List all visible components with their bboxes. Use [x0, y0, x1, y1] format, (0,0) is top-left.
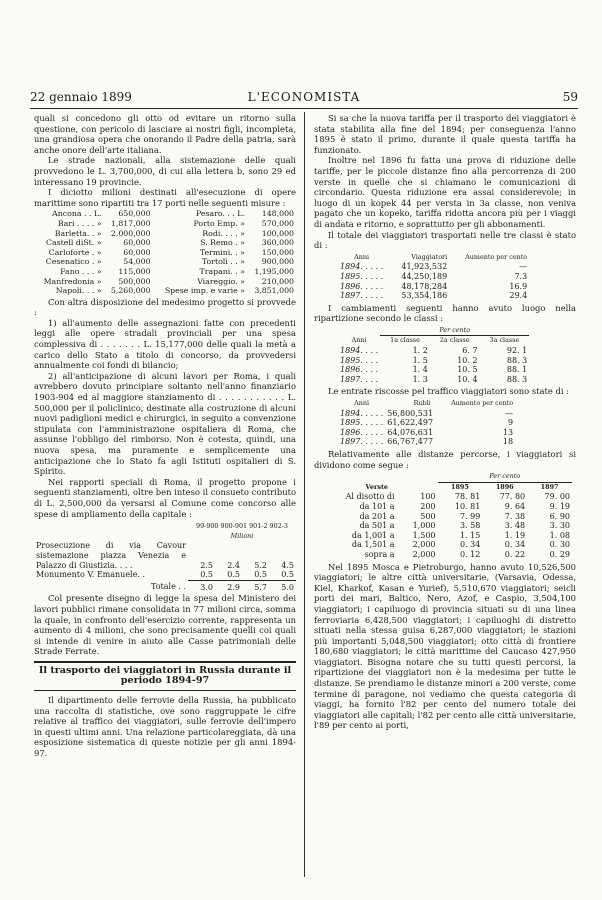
table-cell: 1897. . . . . [340, 291, 384, 301]
table-cell: 0. 22 [504, 549, 526, 559]
roma-table [34, 522, 296, 592]
table-cell: S. Remo . » [200, 238, 245, 248]
table-cell: 1897. . . . . [340, 437, 384, 447]
header-rule [30, 108, 578, 109]
table-cell: 0. 34 [459, 540, 481, 550]
port-row [34, 286, 296, 296]
table-cell: Spese imp. e varie » [164, 286, 245, 296]
table-cell: 54,000 [123, 257, 151, 267]
travellers-row [338, 282, 529, 292]
table-cell: 650,000 [118, 209, 151, 219]
table-cell: 100,000 [261, 228, 294, 238]
table-cell: Al disotto di [345, 492, 395, 502]
table-cell: 500,000 [118, 276, 151, 286]
table-cell: Napoli. . . » [55, 286, 102, 296]
roma-row-label: Monumento V. Emanuele. . [36, 570, 145, 580]
col-header: Anni [351, 336, 367, 345]
roma-total: 3.0 [188, 580, 215, 592]
paragraph: I diciotto milioni destinati all'esecuzione di opere marittime sono ripartiti tra 17 porti nelle seguenti misure : [34, 187, 296, 208]
roma-value: 0.5 [200, 570, 213, 580]
port-row [34, 209, 296, 219]
table-cell: 570,000 [261, 218, 294, 228]
distances-table [316, 472, 572, 559]
paragraph: Il totale dei viaggiatori trasportati nelle tre classi è stato di : [314, 229, 576, 251]
table-cell: 1. 08 [549, 530, 570, 540]
table-cell: 60,000 [123, 247, 151, 257]
paragraph: Con altra disposizione del medesimo progetto si provvede : [34, 296, 296, 318]
table-cell: 79. 00 [544, 492, 570, 502]
table-cell: 150,000 [261, 247, 294, 257]
table-cell: Rodi. . . . » [202, 228, 245, 238]
group-header: Per cento [380, 326, 529, 336]
table-cell: 77. 80 [499, 492, 526, 502]
col-header: Aumento per cento [465, 252, 528, 261]
table-cell: Castell diSt. » [46, 238, 102, 248]
right-column [314, 113, 576, 731]
table-cell: 6. 90 [549, 511, 570, 521]
paragraph: 1) all'aumento delle assegnazioni fatte con precedenti leggi alle opere stradali provinciali per una spesa complessiva di . . . . . . . L. 15,177,000 delle quali la metà a carico dello Stato a titolo di concorso, da provvedersi annualmente coi fondi di bilancio; [34, 317, 296, 371]
table-cell: 88. 3 [506, 355, 528, 365]
distance-row [316, 521, 572, 531]
col-header: 3a classe [489, 336, 520, 345]
paragraph: Nel 1895 Mosca e Pietroburgo, hanno avuto 10,526,500 viaggiatori; le altre città universitarie, (Varsavia, Odessa, Kiel, Kharkof, Kasan e Yurief), 5,510,670 viaggiatori; seicli porti dei mari, Baltico, Nero, Azof, e Caspio, 3,504,100 viaggiatori; i capiluogo di provincia situati su di una linea ferroviaria 6,428,500 viaggiatori; i capiluoghi di distretto situati nella stessa guisa 6,287,000 viaggiatori; le stazioni più importanti 5,048,500 viaggiatori; otto città di frontiere 180,680 viaggiatori; le città marittime del Caucaso 427,950 viaggiatori. Bisogna notare che su tutti questi percorsi, la ripartizione dei viaggiatori non è la medesima per tutte le distanze. Se prendiamo le distanze minori a 200 verste, come termine di paragone, noi vediamo che questa categoria di viaggi, ha fornito l'82 per cento del numero totale dei viaggiatori alle capitali; l'82 per cento alle città universitarie, l'89 per cento ai porti, [314, 561, 576, 731]
table-cell: 88. 3 [506, 374, 528, 384]
paragraph: Nei rapporti speciali di Roma, il progetto propone i seguenti stanziamenti, oltre ben inteso il consueto contributo di L. 2,500,000 da versarsi al Comune come concorso alle spese di ampliamento della capitale : [34, 476, 296, 519]
table-cell: Ancona . . L. [52, 209, 102, 219]
paragraph: Relativamente alle distanze percorse, i viaggiatori si dividono come segue : [314, 449, 576, 470]
table-cell: 44,250,189 [401, 271, 448, 281]
table-cell: 1894. . . . . [340, 408, 384, 418]
col-header: 2a classe [439, 336, 470, 345]
table-cell: da 201 a [359, 511, 395, 521]
table-cell: sopra a [364, 549, 395, 559]
col-header: 1897 [540, 482, 559, 491]
table-cell: 1896. . . . [340, 365, 379, 375]
revenue-row [338, 418, 515, 428]
table-cell: 66,767,477 [387, 437, 434, 447]
table-cell: 3. 58 [459, 521, 481, 531]
table-cell: 7. 38 [504, 511, 526, 521]
table-cell: Fano . . . » [60, 266, 102, 276]
col-header: Anni [354, 252, 370, 261]
paragraph: Le entrate riscosse pel traffico viaggiatori sono state di : [328, 386, 569, 397]
distance-row [316, 502, 572, 512]
table-cell: 115,000 [118, 266, 151, 276]
roma-value: 2.5 [200, 560, 213, 570]
roma-years: 99-900 900-901 901-2 902-3 [196, 522, 288, 531]
table-cell: Trapani. . » [199, 266, 245, 276]
table-cell: 61,622,497 [387, 418, 434, 428]
col-header: 1895 [451, 482, 469, 491]
classes-row [338, 375, 529, 385]
table-cell: 53,354,186 [401, 291, 448, 301]
table-cell: 1. 19 [504, 530, 526, 540]
table-cell: 500 [420, 511, 436, 521]
table-cell: da 1,001 a [351, 530, 395, 540]
port-row [34, 238, 296, 248]
section-title: Il trasporto dei viaggiatori in Russia durante il periodo 1894-97 [34, 661, 296, 691]
table-cell: 0. 30 [549, 540, 570, 550]
table-cell: Porto Emp. » [193, 218, 245, 228]
table-cell: 1896. . . . . [340, 281, 384, 291]
table-cell: 2,000 [412, 540, 436, 550]
table-cell: 1,500 [412, 530, 436, 540]
distance-row [316, 492, 572, 502]
table-cell: 3,851,000 [254, 286, 294, 296]
table-cell: 360,000 [261, 238, 294, 248]
table-cell: 60,000 [123, 238, 151, 248]
journal-title: L'ECONOMISTA [247, 90, 361, 104]
roma-unit: Milioni [230, 531, 254, 540]
roma-value: 0.5 [254, 570, 267, 580]
distance-row [316, 550, 572, 560]
table-cell: da 1,501 a [351, 540, 395, 550]
table-cell: 9 [507, 418, 514, 428]
paragraph: I cambiamenti seguenti hanno avuto luogo nella ripartizione secondo le classi : [314, 302, 576, 324]
table-cell: 10. 5 [457, 365, 478, 375]
table-cell: 1,817,000 [110, 218, 151, 228]
table-cell: 1,195,000 [254, 266, 294, 276]
paragraph: Si sa che la nuova tariffa per il trasporto dei viaggiatori è stata stabilita alla fine del 1894; per conseguenza l'anno 1895 è stato il primo, durante il quale questa tariffa ha funzionato. [314, 113, 576, 155]
table-cell: 0. 34 [504, 540, 526, 550]
table-cell: 2,000 [412, 549, 436, 559]
table-cell: 10. 2 [457, 355, 478, 365]
table-cell: 0. 12 [459, 549, 481, 559]
table-cell: 1894. . . . [340, 346, 379, 356]
table-cell: Bari . . . . » [57, 218, 102, 228]
table-cell: 1896. . . . . [340, 427, 384, 437]
col-header: Aumento per cento [451, 399, 514, 408]
port-row [34, 267, 296, 277]
table-cell: 29.4 [509, 291, 528, 301]
travellers-table [338, 253, 529, 301]
paragraph: 2) all'anticipazione di alcuni lavori per Roma, i quali avrebbero dovuto principiare soltanto nell'anno finanziario 1903-904 ed al maggiore stanziamento di . . . . . . . . . . . L. 500,000 per il policlinico, destinate alla costruzione di alcuni nuovi padiglioni medici e chirurgici, in seguito a convenzione stipulata con l'amministrazione ospitaliera di Roma, che assunse l'obbligo del rimborso. Non è cotesta, quindi, una nuova spesa, ma puramente e semplicemente una anticipazione che lo Stato fa agli Istituti ospitalieri di S. Spirito. [34, 370, 296, 477]
travellers-row [338, 262, 529, 272]
ports-table [34, 209, 296, 295]
table-cell: 78. 81 [454, 492, 481, 502]
table-cell: 900,000 [261, 257, 294, 267]
roma-value: 2.4 [227, 560, 240, 570]
port-row [34, 248, 296, 258]
roma-total: 2.9 [215, 580, 242, 592]
roma-value: 4.5 [281, 560, 294, 570]
col-header: Viaggiatori [411, 252, 448, 261]
table-cell: 7. 99 [459, 511, 481, 521]
classes-row [338, 365, 529, 375]
table-cell: 1. 15 [459, 530, 481, 540]
revenue-row [338, 428, 515, 438]
roma-value: 0.5 [227, 570, 240, 580]
issue-date: 22 gennaio 1899 [30, 90, 132, 104]
col-header: Rubli [413, 399, 431, 408]
paragraph: quali si concedono gli otto od evitare un ritorno sulla questione, con pericolo di lasciare ai nostri figli, incompleta, una grandiosa opera che onorando il Padre della patria, sarà anche onore dell'arte italiana. [34, 113, 296, 155]
port-row [34, 277, 296, 287]
col-header: Verste [365, 482, 388, 491]
table-cell: da 501 a [359, 521, 395, 531]
table-cell: 1. 3 [412, 374, 428, 384]
roma-total: 5.7 [242, 580, 269, 592]
revenue-table [338, 399, 515, 447]
table-cell: 100 [420, 492, 436, 502]
table-cell: 1897. . . . [340, 374, 379, 384]
table-cell: — [505, 408, 514, 418]
table-cell: 1895. . . . . [340, 418, 384, 428]
travellers-row [338, 291, 529, 301]
table-cell: 18 [502, 437, 514, 447]
port-row [34, 219, 296, 229]
left-column [34, 113, 296, 759]
col-header: 1a classe [390, 336, 420, 345]
table-cell: 10. 4 [457, 374, 478, 384]
col-header: 1896 [495, 482, 514, 491]
paragraph: Le strade nazionali, alla sistemazione delle quali provvedono le L. 3,700,000, di cui alla lettera b, sono 29 ed interessano 19 provincie. [34, 155, 296, 187]
port-row [34, 257, 296, 267]
roma-total-label: Totale . . [151, 582, 186, 592]
table-cell: 0. 29 [549, 549, 570, 559]
port-row [34, 229, 296, 239]
table-cell: Termini. . » [199, 247, 245, 257]
table-cell: Cesenatico . » [45, 257, 102, 267]
paragraph: Inoltre nel 1896 fu fatta una prova di riduzione delle tariffe, per le piccole distanze fino alla percorrenza di 200 verste in quelle che si chiamano le comunicazioni di circondario. Questa riduzione era assai considerevole; in luogo di un kopek 44 per versta in 3a classe, non veniva pagato che un kopeko, tariffa ridotta ancora più per i viaggi di andata e ritorno, e soprattutto per gli abbonamenti. [314, 155, 576, 229]
table-cell: Pesaro. . . L. [195, 209, 245, 219]
table-cell: 1. 2 [412, 346, 428, 356]
table-cell: — [519, 262, 528, 272]
table-cell: 41,923,532 [401, 262, 448, 272]
table-cell: 92. 1 [506, 346, 528, 356]
table-cell: 1895. . . . . [340, 271, 384, 281]
table-cell: 200 [420, 501, 436, 511]
table-cell: 1894. . . . . [340, 262, 384, 272]
roma-total: 5.0 [269, 580, 296, 592]
page-number: 59 [562, 90, 578, 104]
table-cell: 1. 5 [412, 355, 428, 365]
column-divider [304, 112, 305, 877]
table-cell: 16.9 [509, 281, 528, 291]
table-cell: Barletta. . » [54, 228, 102, 238]
table-cell: Manfredonia » [43, 276, 102, 286]
table-cell: Carloforte . » [48, 247, 102, 257]
distance-row [316, 540, 572, 550]
table-cell: 210,000 [261, 276, 294, 286]
table-cell: 6. 7 [462, 346, 478, 356]
table-cell: 13 [502, 427, 514, 437]
roma-row-label: Prosecuzione di via Cavour sistemazione piazza Venezia e Palazzo di Giustizia. . . . [36, 541, 186, 570]
col-header: Anni [354, 399, 370, 408]
table-cell: 3. 48 [504, 521, 526, 531]
table-cell: 1895. . . . [340, 355, 379, 365]
table-cell: 1,000 [412, 521, 436, 531]
revenue-row [338, 409, 515, 419]
table-cell: Tortolì . . » [201, 257, 245, 267]
distance-row [316, 531, 572, 541]
distance-row [316, 512, 572, 522]
table-cell: 3. 30 [549, 521, 570, 531]
table-cell: 1. 4 [412, 365, 428, 375]
table-cell: da 101 a [359, 501, 395, 511]
roma-value: 5.2 [254, 560, 267, 570]
revenue-row [338, 437, 515, 447]
table-cell: 5,260,000 [110, 286, 151, 296]
travellers-row [338, 272, 529, 282]
table-cell: 7.3 [514, 271, 528, 281]
table-cell: 88. 1 [506, 365, 528, 375]
table-cell: Viareggio. » [197, 276, 245, 286]
classes-table [338, 326, 529, 385]
group-header: Per cento [438, 472, 572, 482]
table-cell: 2,000,000 [110, 228, 151, 238]
classes-row [338, 356, 529, 366]
table-cell: 48,178,284 [401, 281, 448, 291]
table-cell: 10. 81 [454, 501, 481, 511]
roma-value: 0.5 [281, 570, 294, 580]
classes-row [338, 346, 529, 356]
table-cell: 64,076,631 [387, 427, 434, 437]
table-cell: 9. 19 [549, 501, 570, 511]
table-cell: 148,000 [261, 209, 294, 219]
paragraph: Col presente disegno di legge la spesa del Ministero dei lavori pubblici rimane consolidata in 77 milioni circa, somma la quale, in confronto dell'esercizio corrente, rappresenta un aumento di 4 milioni, che sono precisamente quelli coi quali si intende di venire in aiuto alle Casse patrimoniali delle Strade Ferrate. [34, 593, 296, 657]
table-cell: 56,800,531 [387, 408, 434, 418]
table-cell: 9. 64 [504, 501, 526, 511]
paragraph: Il dipartimento delle ferrovie della Russia, ha pubblicato una raccolta di statistiche, ove sono raggruppate le cifre relative al traffico dei viaggiatori, sulle ferrovie dell'impero in questi ultimi anni. Una relazione particolareggiata, dà una esposizione sistematica di queste notizie per gli anni 1894-97. [34, 695, 296, 759]
